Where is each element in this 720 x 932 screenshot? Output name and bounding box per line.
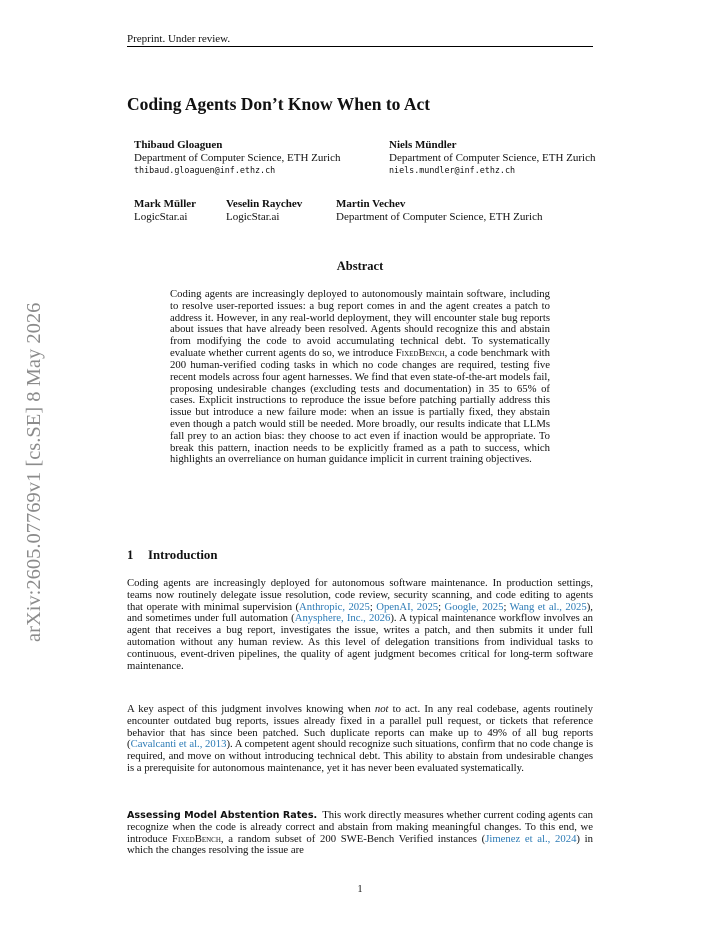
section-heading bbox=[127, 548, 217, 563]
emphasis-text: not bbox=[374, 703, 389, 715]
author-affiliation: LogicStar.ai bbox=[226, 210, 280, 223]
citation-link[interactable]: Google, 2025 bbox=[444, 600, 504, 613]
author-block bbox=[134, 139, 341, 177]
paragraph-text: This work directly measures whether current coding agents can recognize when the code is already correct and abstain from making meaningful changes. To this end, we introduce bbox=[127, 809, 594, 845]
author-affiliation: Department of Computer Science, ETH Zurich bbox=[336, 210, 543, 223]
page-number: 1 bbox=[357, 884, 363, 895]
citation-link[interactable]: OpenAI, 2025 bbox=[376, 600, 439, 613]
author-block bbox=[389, 139, 596, 177]
abstract-text-part: , a code benchmark with 200 human-verified coding tasks in which no code changes are required, testing five recent models across four agent harnesses. We find that even state-of-the-art models fail, proposing undesirable changes (excluding tests and documentation) in 35 to 65% of cases. Explicit instructions to reproduce the issue before patching partially address this issue but introduce a new failure mode: when an issue is partially fixed, they abstain even though a patch would still be needed. More broadly, our results indicate that LLMs fall prey to an action bias: they choose to act even if inaction would be appropriate. To break this pattern, inaction needs to be explicitly framed as a path to success, which highlights an overreliance on human guidance implicit in current training objectives. bbox=[170, 347, 550, 466]
running-header: Preprint. Under review. bbox=[127, 33, 231, 45]
paragraph-text: ; bbox=[503, 600, 510, 613]
body-paragraph bbox=[127, 578, 593, 673]
author-block bbox=[336, 198, 543, 223]
author-name: Mark Müller bbox=[134, 198, 197, 210]
paragraph-text: Coding agents are increasingly deployed for autonomous software maintenance. In production settings, teams now routinely delegate issue resolution, code review, security scanning, and code editing to agents that operate with minimal supervision ( bbox=[127, 577, 593, 613]
author-block bbox=[134, 198, 196, 223]
author-name: Martin Vechev bbox=[336, 198, 406, 210]
author-name: Niels Mündler bbox=[389, 139, 457, 151]
citation-link[interactable]: Anysphere, Inc., 2026 bbox=[294, 612, 391, 625]
arxiv-stamp: arXiv:2605.07769v1 [cs.SE] 8 May 2026 bbox=[23, 302, 45, 642]
author-affiliation: Department of Computer Science, ETH Zurich bbox=[134, 151, 341, 164]
author-affiliation: LogicStar.ai bbox=[134, 210, 188, 223]
arxiv-stamp-container bbox=[16, 262, 52, 642]
author-email: niels.mundler@inf.ethz.ch bbox=[389, 165, 516, 176]
body-paragraph bbox=[127, 810, 593, 857]
paragraph-text: , a random subset of 200 SWE-Bench Verified instances ( bbox=[220, 832, 486, 845]
benchmark-name: FixedBench bbox=[172, 832, 221, 845]
paragraph-text: ; bbox=[438, 600, 445, 613]
header-rule bbox=[127, 46, 593, 47]
author-email: thibaud.gloaguen@inf.ethz.ch bbox=[134, 165, 276, 176]
citation-link[interactable]: Cavalcanti et al., 2013 bbox=[130, 738, 227, 751]
paper-title: Coding Agents Don’t Know When to Act bbox=[127, 94, 431, 114]
author-name: Thibaud Gloaguen bbox=[134, 139, 223, 151]
paragraph-text: ). A competent agent should recognize such situations, confirm that no code change is required, and move on without introducing technical debt. This ability to abstain from undesirable changes is a prerequisite for autonomous maintenance, yet it has never been evaluated systematically. bbox=[127, 738, 594, 775]
paragraph-text: A key aspect of this judgment involves knowing when bbox=[127, 703, 375, 715]
section-title: Introduction bbox=[148, 548, 218, 562]
body-paragraph bbox=[127, 704, 593, 775]
benchmark-name: FixedBench bbox=[395, 347, 445, 360]
author-name: Veselin Raychev bbox=[226, 198, 303, 210]
paragraph-text: to act. In any real codebase, agents routinely encounter outdated bug reports, issues already fixed in a parallel pull request, or tickets that reference behavior that has since been patched. Such duplicate reports can make up to 49% of all bug reports ( bbox=[127, 703, 593, 751]
paragraph-text: ), and sometimes under full automation ( bbox=[127, 600, 593, 625]
citation-link[interactable]: Anthropic, 2025 bbox=[299, 600, 370, 613]
paragraph-text: ). A typical maintenance workflow involves an agent that receives a bug report, investigates the issue, writes a patch, and then submits it under full automation without any human review. As this level of delegation transitions from individual tasks to continuous, event-driven pipelines, the quality of agent judgment becomes critical for long-term software maintenance. bbox=[127, 612, 593, 672]
citation-link[interactable]: Wang et al., 2025 bbox=[509, 600, 587, 613]
paragraph-heading: Assessing Model Abstention Rates. bbox=[127, 810, 318, 821]
section-number: 1 bbox=[127, 548, 134, 562]
paragraph-text: ; bbox=[369, 600, 377, 613]
author-affiliation: Department of Computer Science, ETH Zurich bbox=[389, 151, 596, 164]
abstract-text bbox=[170, 289, 550, 466]
abstract-heading: Abstract bbox=[336, 259, 384, 273]
author-block bbox=[226, 198, 302, 223]
abstract-text-part: Coding agents are increasingly deployed to autonomously maintain software, including to resolve user-reported issues: a bug report comes in and the agent creates a patch to address it. However, in any real-world deployment, they will encounter stale bug reports about issues that have already been resolved. Agents should recognize this and abstain from modifying the code to avoid accumulating technical debt. To systematically evaluate whether current agents do so, we introduce bbox=[170, 288, 550, 360]
citation-link[interactable]: Jimenez et al., 2024 bbox=[485, 832, 577, 845]
paragraph-text: ) in which the changes resolving the issue are bbox=[127, 832, 593, 857]
